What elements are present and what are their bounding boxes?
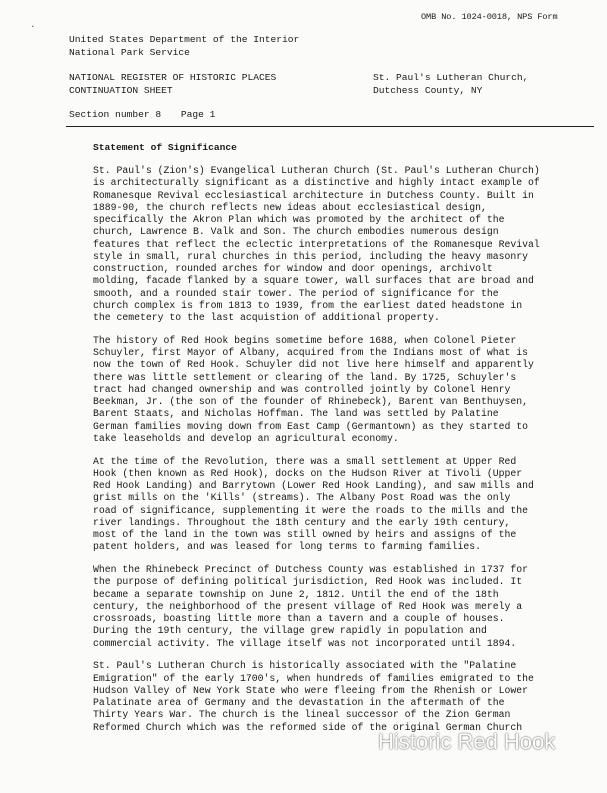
text-line: Schuyler, first Mayor of Albany, acquired from the Indians most of what is [93,347,529,358]
text-line: Hudson Valley of New York State who were fleeing from the Rhenish or Lower [93,684,529,696]
text-line: The history of Red Hook begins sometime before 1688, when Colonel Pieter [93,334,517,346]
text-line: When the Rhinebeck Precinct of Dutchess County was established in 1737 for [93,564,529,575]
statement-body [93,165,599,744]
statement-heading: Statement of Significance [93,142,237,153]
watermark: Historic Red Hook [378,729,556,754]
page-number: Page 1 [180,109,216,120]
text-line: smooth, and a rounded stair tower. The period of significance for the [93,287,499,299]
text-line: patent holders, and was leased for long terms to farming families. [93,541,482,553]
omb-number: OMB No. 1024-0018, NPS Form [421,12,558,22]
text-line: became a separate township on June 2, 1812. Until the end of the 18th [93,588,499,600]
paragraph [93,335,599,445]
text-line: construction, rounded arches for window and door openings, archivolt [93,263,493,274]
property-line-2: Dutchess County, NY [373,85,483,96]
text-line: crossroads, boasting little more than a tavern and a couple of houses. [93,613,505,624]
text-line: most of the land in the town was still owned by heirs and assigns of the [93,529,517,540]
text-line: St. Paul's Lutheran Church is historically associated with the "Palatine [93,660,517,672]
text-line: 1889-90, the church reflects new ideas about ecclesiastical design, [93,201,487,213]
paragraph [93,660,599,734]
text-line: road of significance, supplementing it were the roads to the mills and the [93,504,529,516]
text-line: St. Paul's (Zion's) Evangelical Lutheran Church (St. Paul's Lutheran Church) [93,165,540,176]
text-line: tract had changed ownership and was controlled jointly by Colonel Henry [93,383,511,395]
register-line-2: CONTINUATION SHEET [69,85,173,96]
text-line: Reformed Church which was the reformed side of the original German Church [93,721,523,733]
text-line: Thirty Years War. The church is the lineal successor of the Zion German [93,709,511,721]
text-line: Hook (then known as Red Hook), docks on the Hudson River at Tivoli (Upper [93,467,523,479]
text-line: river landings. Throughout the 18th century and the early 19th century, [93,516,511,528]
text-line: the purpose of defining political jurisdiction, Red Hook was included. It [93,576,523,588]
text-line: church complex is from 1813 to 1939, from the earliest dated headstone in [93,299,523,311]
text-line: commercial activity. The village itself was not incorporated until 1894. [93,637,517,649]
paragraph [93,456,599,554]
text-line: molding, facade flanked by a square tower, wall surfaces that are broad and [93,275,534,287]
text-line: During the 19th century, the village grew rapidly in population and [93,625,487,637]
text-line: church, Lawrence B. Valk and Son. The church embodies numerous design [93,226,499,238]
text-line: At the time of the Revolution, there was a small settlement at Upper Red [93,455,517,467]
text-line: German families moving down from East Camp (Germantown) as they started to [93,420,529,432]
text-line: specifically the Akron Plan which was promoted by the architect of the [93,214,505,225]
property-name-block [373,71,528,97]
text-line: grist mills on the 'Kills' (streams). The Albany Post Road was the only [93,492,511,504]
agency-block [69,33,299,59]
text-line: Barent Staats, and Nicholas Hoffman. The land was settled by Palatine [93,408,499,420]
agency-line-1: United States Department of the Interior [69,34,300,45]
register-line-1: NATIONAL REGISTER OF HISTORIC PLACES [69,72,277,83]
section-page-line [69,109,229,120]
margin-mark: . [30,20,36,30]
text-line: century, the neighborhood of the present village of Red Hook was merely a [93,600,523,612]
text-line: the cemetery to the last acquistion of additional property. [93,312,440,323]
text-line: style in small, rural churches in this period, including the heavy masonry [93,250,529,262]
text-line: Romanesque Revival ecclesiastical architecture in Dutchess County. Built in [93,189,534,201]
agency-line-2: National Park Service [69,47,190,58]
text-line: take leaseholds and develop an agricultural economy. [93,432,399,444]
text-line: is architecturally significant as a distinctive and highly intact example of [93,177,540,189]
text-line: Palatinate area of Germany and the devastation in the aftermath of the [93,697,505,708]
paragraph [93,165,599,324]
register-title-block [69,71,276,97]
text-line: now the town of Red Hook. Schuyler did not live here himself and apparently [93,359,534,371]
property-line-1: St. Paul's Lutheran Church, [373,72,529,83]
header-divider [66,126,594,127]
text-line: Beekman, Jr. (the son of the founder of Rhinebeck), Barent van Benthuysen, [93,396,529,407]
text-line: Red Hook Landing) and Barrytown (Lower Red Hook Landing), and saw mills and [93,480,534,491]
text-line: there was little settlement or clearing of the land. By 1725, Schuyler's [93,371,517,383]
text-line: Emigration" of the early 1700's, when hundreds of families emigrated to the [93,672,534,684]
section-number: Section number 8 [69,109,162,120]
text-line: features that reflect the eclectic interpretations of the Romanesque Revival [93,238,540,250]
paragraph [93,564,599,650]
